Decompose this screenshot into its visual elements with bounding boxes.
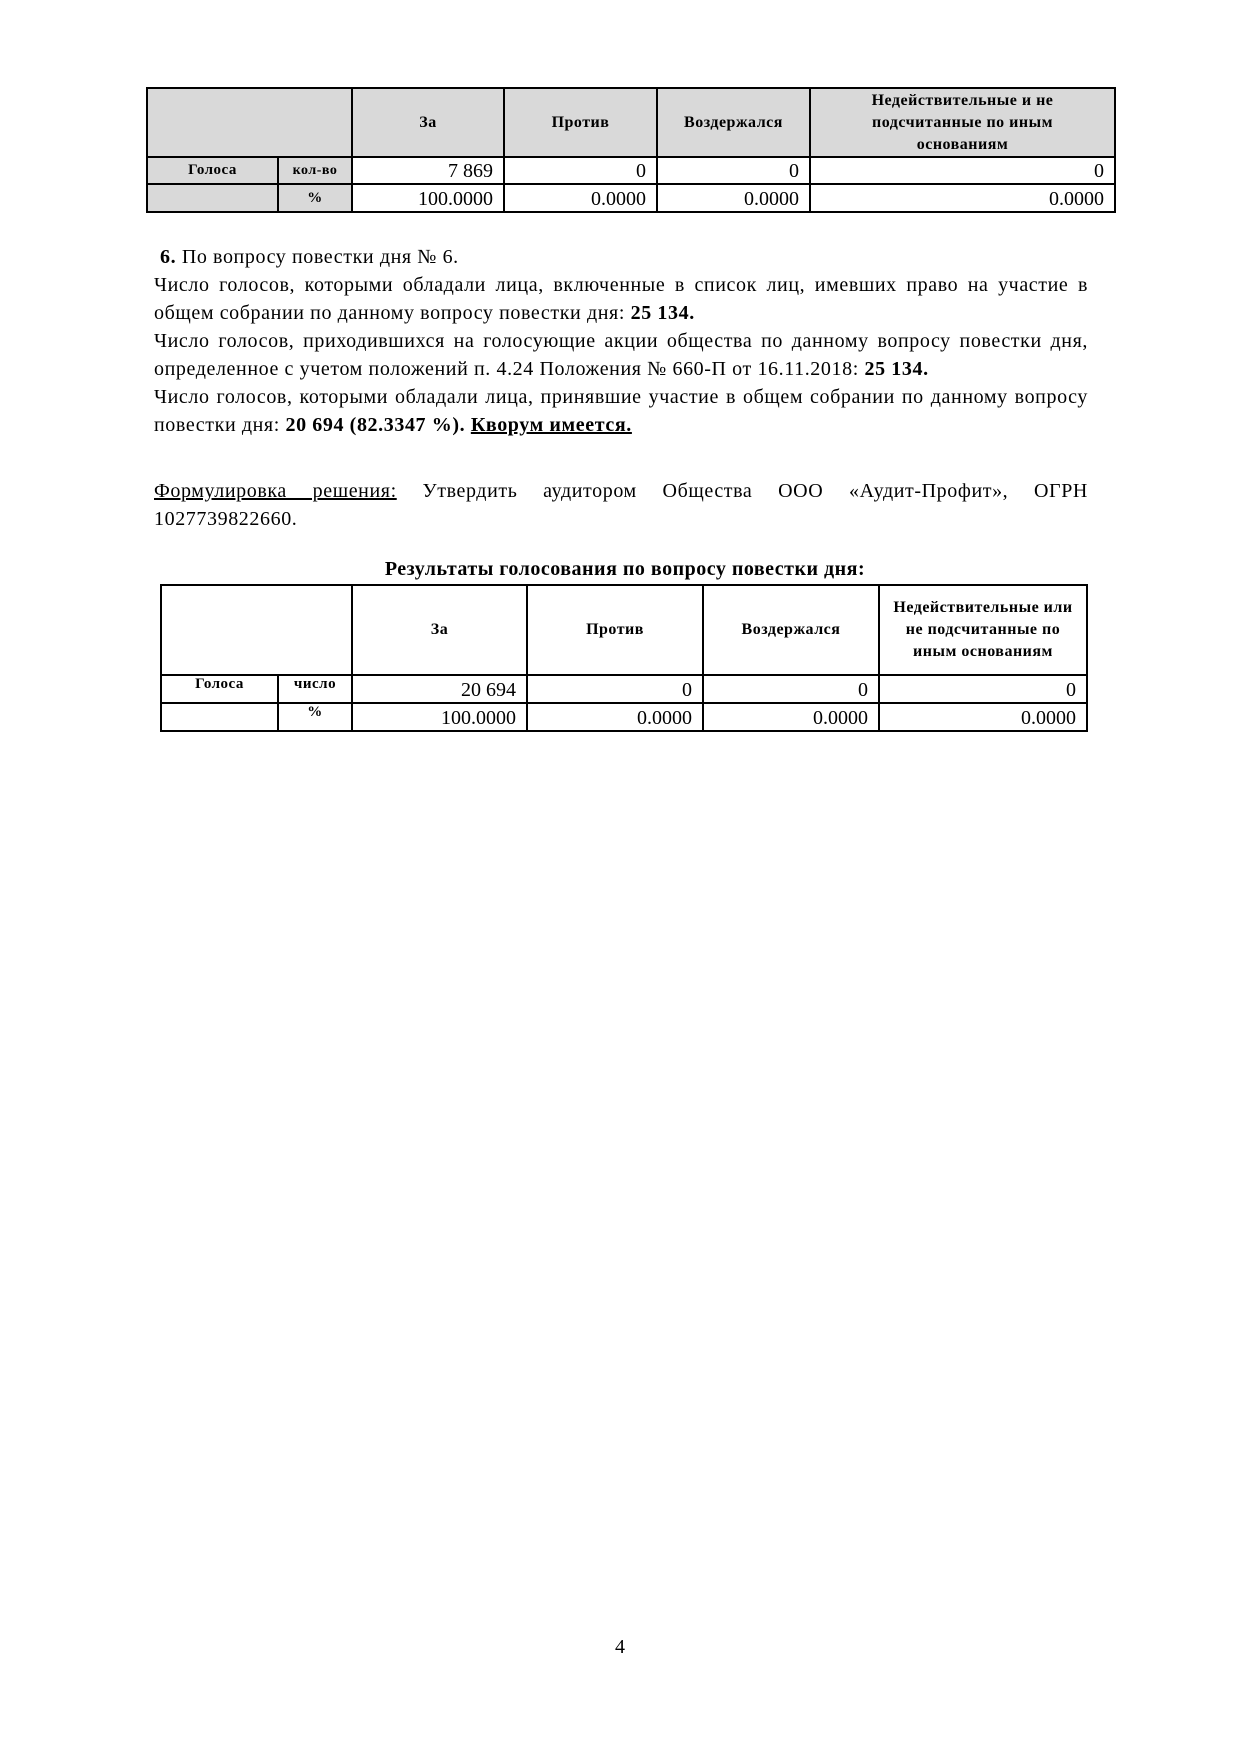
table-row bbox=[161, 675, 1087, 703]
section-number: 6. bbox=[160, 246, 177, 268]
paragraph-voting-shares bbox=[154, 327, 1088, 383]
table2-pct-against: 0.0000 bbox=[527, 703, 703, 731]
table1-row-group-label: Голоса bbox=[147, 157, 278, 184]
voting-shares-text: Число голосов, приходившихся на голосующие акции общества по данному вопросу повестки дня, определенное с учетом положений п. 4.24 Положения № 660-П от 16.11.2018: bbox=[154, 330, 1088, 380]
decision-paragraph bbox=[154, 477, 1088, 533]
participants-value: 20 694 (82.3347 %). bbox=[285, 414, 466, 436]
table2-count-invalid: 0 bbox=[879, 675, 1087, 703]
table2-pct-invalid: 0.0000 bbox=[879, 703, 1087, 731]
table1-header-abstained: Воздержался bbox=[657, 88, 810, 157]
section-6-heading bbox=[154, 243, 1088, 271]
table1-header-against: Против bbox=[504, 88, 657, 157]
results-table-2 bbox=[160, 584, 1088, 732]
table1-count-invalid: 0 bbox=[810, 157, 1115, 184]
table1-corner-cell bbox=[147, 88, 352, 157]
table2-header-for: За bbox=[352, 585, 527, 675]
table-row bbox=[147, 157, 1115, 184]
table2-row-label-count: число bbox=[278, 675, 352, 703]
table2-count-against: 0 bbox=[527, 675, 703, 703]
table2-header-row bbox=[161, 585, 1087, 675]
table2-row-label-percent: % bbox=[278, 703, 352, 731]
table1-pct-for: 100.0000 bbox=[352, 184, 504, 212]
table1-row-label-count: кол-во bbox=[278, 157, 352, 184]
decision-text: Утвердить аудитором Общества ООО «Аудит-Профит», ОГРН 1027739822660. bbox=[154, 480, 1088, 530]
table1-header-row bbox=[147, 88, 1115, 157]
results-table-1 bbox=[146, 87, 1116, 213]
paragraph-eligible-votes bbox=[154, 271, 1088, 327]
table-row bbox=[147, 184, 1115, 212]
table2-row-group-empty bbox=[161, 703, 278, 731]
table1-count-for: 7 869 bbox=[352, 157, 504, 184]
table1-row-label-percent: % bbox=[278, 184, 352, 212]
table2-pct-for: 100.0000 bbox=[352, 703, 527, 731]
participants-text: Число голосов, которыми обладали лица, принявшие участие в общем собрании по данному вопросу повестки дня: bbox=[154, 386, 1088, 436]
table1-row-group-empty bbox=[147, 184, 278, 212]
table1-count-against: 0 bbox=[504, 157, 657, 184]
table1-count-abstained: 0 bbox=[657, 157, 810, 184]
page-number: 4 bbox=[615, 1636, 625, 1658]
table2-count-for: 20 694 bbox=[352, 675, 527, 703]
table-row bbox=[161, 703, 1087, 731]
voting-shares-value: 25 134. bbox=[864, 358, 929, 380]
table1-pct-abstained: 0.0000 bbox=[657, 184, 810, 212]
table2-pct-abstained: 0.0000 bbox=[703, 703, 879, 731]
table2-count-abstained: 0 bbox=[703, 675, 879, 703]
eligible-votes-text: Число голосов, которыми обладали лица, включенные в список лиц, имевших право на участие в общем собрании по данному вопросу повестки дня: bbox=[154, 274, 1088, 324]
table2-header-abstained: Воздержался bbox=[703, 585, 879, 675]
table1-header-for: За bbox=[352, 88, 504, 157]
section-title: По вопросу повестки дня № 6. bbox=[181, 246, 459, 268]
paragraph-participants bbox=[154, 383, 1088, 439]
table2-header-invalid: Недействительные или не подсчитанные по иным основаниям bbox=[879, 585, 1087, 675]
table1-pct-invalid: 0.0000 bbox=[810, 184, 1115, 212]
eligible-votes-value: 25 134. bbox=[630, 302, 695, 324]
table2-corner-cell bbox=[161, 585, 352, 675]
table1-header-invalid: Недействительные и не подсчитанные по иным основаниям bbox=[810, 88, 1115, 157]
table1-pct-against: 0.0000 bbox=[504, 184, 657, 212]
quorum-status: Кворум имеется. bbox=[470, 414, 632, 436]
table2-row-group-label: Голоса bbox=[161, 675, 278, 703]
table2-header-against: Против bbox=[527, 585, 703, 675]
table2-caption: Результаты голосования по вопросу повестки дня: bbox=[384, 558, 866, 580]
decision-label: Формулировка решения: bbox=[154, 480, 397, 502]
